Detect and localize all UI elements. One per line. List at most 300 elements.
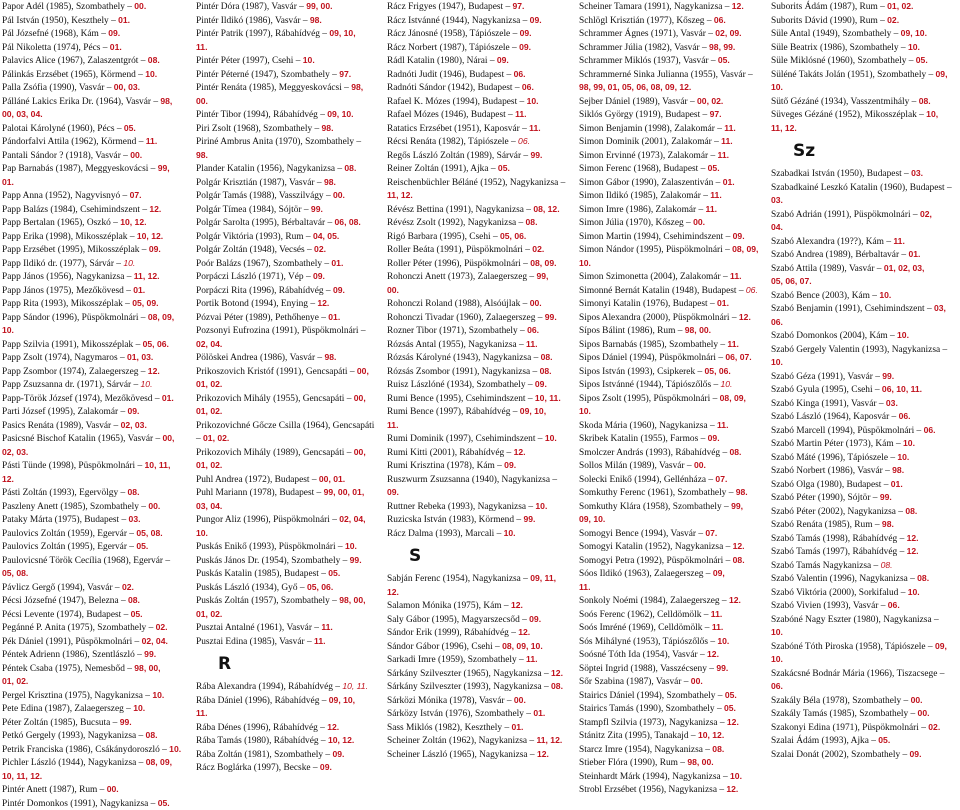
index-entry	[579, 675, 765, 689]
entry-name: Szalai Ádám (1993), Ajka –	[771, 736, 878, 746]
entry-name: Süle Miklósné (1960), Szombathely –	[771, 56, 916, 66]
index-entry	[2, 378, 188, 392]
entry-name: Simon Nándor (1995), Püspökmolnári –	[579, 245, 732, 255]
index-entry	[579, 176, 765, 190]
entry-year-refs: 10.	[771, 627, 783, 637]
entry-name: Rácz Istvánné (1944), Nagykanizsa –	[387, 16, 530, 26]
index-entry	[771, 316, 957, 330]
entry-year-refs: 06.	[771, 317, 783, 327]
entry-year-refs: 08.	[128, 487, 140, 497]
entry-year-refs: 98.	[882, 519, 894, 529]
entry-name: Prikoszovich Kristóf (1991), Gencsapáti –	[196, 367, 357, 377]
entry-name: Stampfl Szilvia (1973), Nagykanizsa –	[579, 718, 727, 728]
entry-name: Simon Ildikó (1985), Zalakomár –	[579, 191, 710, 201]
entry-year-refs: 09,	[713, 568, 725, 578]
entry-name: Pintér Péter (1997), Csehi –	[196, 56, 303, 66]
index-entry	[579, 297, 765, 311]
index-entry	[579, 284, 765, 298]
entry-name: –	[196, 434, 203, 444]
index-entry	[579, 149, 765, 163]
index-entry	[579, 311, 765, 325]
entry-name: Solecki Enikő (1994), Gellénháza –	[579, 475, 715, 485]
entry-year-refs: 05.	[878, 735, 890, 745]
index-entry	[579, 756, 765, 770]
index-entry	[196, 149, 382, 163]
index-entry	[771, 122, 957, 136]
entry-year-refs: 10.	[123, 258, 135, 268]
entry-name: Sabján Ferenc (1954), Nagykanizsa –	[387, 574, 530, 584]
index-entry	[771, 424, 957, 438]
index-entry	[196, 527, 382, 541]
index-entry	[196, 500, 382, 514]
entry-year-refs: 08, 09,	[148, 312, 174, 322]
entry-year-refs: 10, 11, 12.	[2, 771, 42, 781]
index-entry	[196, 351, 382, 365]
entry-year-refs: 00.	[694, 460, 706, 470]
index-entry	[2, 27, 188, 41]
index-entry	[771, 275, 957, 289]
index-entry	[771, 343, 957, 357]
entry-year-refs: 05.	[124, 123, 136, 133]
entry-name: Sándor Gábor (1996), Csehi –	[387, 642, 502, 652]
entry-year-refs: 05.	[136, 541, 148, 551]
entry-year-refs: 11, 12.	[134, 271, 160, 281]
index-entry	[771, 95, 957, 109]
index-entry	[2, 324, 188, 338]
entry-name: Simon Ervinné (1973), Zalakomár –	[579, 151, 718, 161]
entry-name: Starcz Imre (1954), Nagykanizsa –	[579, 745, 712, 755]
entry-year-refs: 01, 02.	[887, 1, 913, 11]
entry-name: Pásti Tünde (1998), Püspökmolnári –	[2, 461, 145, 471]
entry-name: Szabó Adrián (1991), Püspökmolnári –	[771, 210, 920, 220]
index-entry	[579, 338, 765, 352]
index-entry	[196, 243, 382, 257]
index-entry	[2, 230, 188, 244]
index-entry	[387, 122, 573, 136]
index-entry	[771, 208, 957, 222]
index-entry	[771, 721, 957, 735]
entry-year-refs: 08.	[730, 447, 742, 457]
entry-name: Sipos Dániel (1994), Püspökmolnári –	[579, 353, 725, 363]
entry-name: Palla Zsófia (1990), Vasvár –	[2, 83, 114, 93]
entry-year-refs: 09.	[733, 231, 745, 241]
index-entry	[387, 324, 573, 338]
entry-name: Rumi Dominik (1997), Csehimindszent –	[387, 434, 545, 444]
entry-name: Süle Beatrix (1986), Szombathely –	[771, 43, 908, 53]
index-entry	[2, 689, 188, 703]
entry-year-refs: 12.	[327, 722, 339, 732]
index-entry	[579, 108, 765, 122]
index-entry	[387, 0, 573, 14]
entry-year-refs: 11.	[712, 622, 723, 632]
entry-name: Pap Barnabás (1987), Meggyeskovácsi –	[2, 164, 158, 174]
entry-name: Skoda Mária (1960), Nagykanizsa –	[579, 421, 717, 431]
entry-year-refs: 08.	[881, 560, 893, 570]
entry-name: Pécsi Levente (1974), Budapest –	[2, 610, 131, 620]
entry-year-refs: 12.	[518, 627, 530, 637]
entry-name: Somogyi Bence (1994), Vasvár –	[579, 529, 705, 539]
index-entry	[579, 432, 765, 446]
index-entry	[2, 702, 188, 716]
index-entry	[196, 608, 382, 622]
index-entry	[196, 297, 382, 311]
entry-year-refs: 08.	[712, 744, 724, 754]
index-column-1	[2, 0, 188, 810]
entry-year-refs: 09.	[333, 285, 345, 295]
index-entry	[196, 95, 382, 109]
entry-year-refs: 09, 11,	[530, 573, 556, 583]
index-entry	[196, 581, 382, 595]
entry-name: Papp János (1975), Mezőkövesd –	[2, 286, 133, 296]
entry-year-refs: 08, 09.	[530, 258, 556, 268]
index-entry	[579, 446, 765, 460]
index-entry	[2, 203, 188, 217]
index-entry	[771, 329, 957, 343]
entry-name: Papp Balázs (1984), Csehimindszent –	[2, 205, 149, 215]
entry-name: Stairics Tamás (1990), Szombathely –	[579, 704, 724, 714]
entry-name: Rába Tamás (1980), Rábahídvég –	[196, 736, 328, 746]
entry-year-refs: 01.	[110, 42, 122, 52]
entry-year-refs: 11.	[387, 420, 398, 430]
index-entry	[196, 707, 382, 721]
entry-name: Palavics Alice (1967), Zalaszentgrót –	[2, 56, 148, 66]
index-entry	[196, 694, 382, 708]
index-entry	[387, 653, 573, 667]
entry-name: Ruzicska István (1983), Körmend –	[387, 515, 523, 525]
entry-name: Sipos Barnabás (1985), Szombathely –	[579, 340, 727, 350]
index-entry	[771, 68, 957, 82]
index-entry	[196, 365, 382, 379]
entry-name: Récsi Renáta (1982), Tápiószele –	[387, 137, 518, 147]
index-entry	[2, 95, 188, 109]
entry-year-refs: 99.	[523, 514, 535, 524]
entry-year-refs: 09.	[520, 28, 532, 38]
index-entry	[196, 122, 382, 136]
entry-name: Rádl Katalin (1980), Nárai –	[387, 56, 497, 66]
entry-year-refs: 09.	[149, 244, 161, 254]
entry-year-refs: 11, 12.	[387, 190, 413, 200]
index-entry	[387, 613, 573, 627]
entry-year-refs: 10.	[504, 528, 516, 538]
entry-year-refs: 12.	[387, 587, 399, 597]
entry-year-refs: 08.	[148, 55, 160, 65]
index-entry	[579, 365, 765, 379]
index-entry	[387, 513, 573, 527]
index-entry	[387, 405, 573, 419]
entry-year-refs: 00,	[354, 447, 366, 457]
entry-name: Pasics Renáta (1989), Vasvár –	[2, 421, 121, 431]
entry-name: Rumi Bence (1997), Rábahídvég –	[387, 407, 520, 417]
entry-name: Sass Miklós (1982), Keszthely –	[387, 723, 511, 733]
entry-name: Roller Péter (1996), Püspökmolnári –	[387, 259, 530, 269]
entry-name: Szabó Alexandra (19??), Kám –	[771, 237, 893, 247]
index-entry	[771, 545, 957, 559]
entry-name: Szalai Donát (2002), Szombathely –	[771, 750, 910, 760]
index-entry	[387, 162, 573, 176]
index-entry	[2, 176, 188, 190]
entry-year-refs: 08.	[526, 217, 538, 227]
entry-year-refs: 09, 10.	[327, 109, 353, 119]
index-entry	[196, 734, 382, 748]
index-entry	[387, 527, 573, 541]
entry-year-refs: 07.	[705, 528, 717, 538]
index-entry	[196, 392, 382, 406]
entry-name: Roller Beáta (1991), Püspökmolnári –	[387, 245, 532, 255]
entry-name: Sipos István (1993), Csipkerek –	[579, 367, 705, 377]
entry-name: Polgár Zoltán (1948), Vecsés –	[196, 245, 314, 255]
entry-year-refs: 09, 10.	[579, 514, 605, 524]
entry-name: Stairics Dániel (1994), Szombathely –	[579, 691, 725, 701]
entry-name: Papp Bertalan (1965), Oszkó –	[2, 218, 120, 228]
entry-name: Pándorfalvi Attila (1962), Körmend –	[2, 137, 146, 147]
index-entry	[2, 648, 188, 662]
entry-year-refs: 12.	[317, 298, 329, 308]
entry-name: Polgár Krisztián (1987), Vasvár –	[196, 178, 324, 188]
entry-year-refs: 00.	[691, 676, 703, 686]
index-entry	[196, 621, 382, 635]
entry-name: Simon Gábor (1990), Zalaszentiván –	[579, 178, 723, 188]
entry-name: Papp Ildikó dr. (1977), Sárvár –	[2, 259, 123, 269]
entry-year-refs: 03.	[886, 398, 898, 408]
entry-name: Sárkány Szilveszter (1965), Nagykanizsa –	[387, 669, 551, 679]
entry-year-refs: 10, 12.	[328, 735, 354, 745]
index-column-3	[387, 0, 573, 761]
index-entry	[196, 27, 382, 41]
entry-year-refs: 02, 03.	[121, 420, 147, 430]
index-entry	[771, 707, 957, 721]
entry-year-refs: 08, 09,	[146, 757, 172, 767]
entry-name: Rába Alexandra (1994), Rábahídvég –	[196, 682, 342, 692]
entry-year-refs: 07.	[130, 190, 142, 200]
entry-name: Pózvai Péter (1989), Pethőhenye –	[196, 313, 328, 323]
section-letter-heading: R	[196, 648, 382, 680]
entry-year-refs: 10.	[579, 406, 591, 416]
entry-year-refs: 98.	[196, 150, 208, 160]
index-entry	[2, 405, 188, 419]
entry-name: Simon Imre (1986), Zalakomár –	[579, 205, 706, 215]
index-entry	[579, 783, 765, 797]
entry-year-refs: 05.	[158, 798, 170, 808]
index-entry	[387, 446, 573, 460]
index-entry	[771, 451, 957, 465]
entry-year-refs: 12.	[733, 541, 745, 551]
entry-name: Rába Dániel (1996), Rábahídvég –	[196, 696, 329, 706]
index-entry	[579, 621, 765, 635]
entry-year-refs: 10.	[535, 501, 547, 511]
index-entry	[196, 446, 382, 460]
entry-name: Süle Antal (1949), Szombathely –	[771, 29, 901, 39]
entry-name: Pintér Anett (1987), Rum –	[2, 785, 107, 795]
index-entry	[771, 694, 957, 708]
entry-name: Szabó Norbert (1986), Vasvár –	[771, 466, 892, 476]
entry-year-refs: 06, 10, 11.	[882, 384, 922, 394]
entry-year-refs: 12.	[514, 447, 526, 457]
entry-name: Puhl Mariann (1978), Budapest –	[196, 488, 324, 498]
index-entry	[771, 518, 957, 532]
index-entry	[771, 505, 957, 519]
entry-year-refs: 12.	[726, 784, 738, 794]
entry-name: Szabó Tamás (1997), Rábahídvég –	[771, 547, 907, 557]
entry-year-refs: 03, 04.	[196, 501, 222, 511]
entry-name: Sárközy István (1976), Szombathely –	[387, 709, 533, 719]
index-entry	[196, 540, 382, 554]
entry-year-refs: 09,	[936, 69, 948, 79]
entry-name: Reischenbüchler Béláné (1952), Nagykanizsa –	[387, 178, 565, 188]
entry-name: Szabó Martin Péter (1973), Kám –	[771, 439, 903, 449]
index-entry	[579, 648, 765, 662]
entry-year-refs: 08, 09, 10.	[502, 641, 543, 651]
index-entry	[196, 748, 382, 762]
entry-name: Sollos Milán (1989), Vasvár –	[579, 461, 694, 471]
index-entry	[579, 770, 765, 784]
entry-name: Sejber Dániel (1989), Vasvár –	[579, 97, 697, 107]
index-entry	[771, 356, 957, 370]
index-entry	[771, 640, 957, 654]
entry-year-refs: 12.	[511, 600, 523, 610]
entry-year-refs: 10.	[2, 325, 14, 335]
entry-year-refs: 02, 09.	[715, 28, 741, 38]
index-entry	[771, 248, 957, 262]
index-entry	[387, 392, 573, 406]
index-entry	[387, 486, 573, 500]
entry-name: Sipos Zsolt (1995), Püspökmolnári –	[579, 394, 720, 404]
entry-year-refs: 06, 07.	[725, 352, 751, 362]
index-entry	[196, 432, 382, 446]
entry-name: Pichler László (1944), Nagykanizsa –	[2, 758, 146, 768]
entry-year-refs: 05, 06.	[307, 582, 333, 592]
entry-name: Sárkány Szilveszter (1993), Nagykanizsa –	[387, 682, 551, 692]
entry-year-refs: 10, 11,	[145, 460, 171, 470]
index-entry	[579, 54, 765, 68]
entry-name: Pintér Tibor (1994), Rábahídvég –	[196, 110, 327, 120]
index-entry	[579, 554, 765, 568]
entry-year-refs: 02, 03.	[2, 447, 28, 457]
entry-year-refs: 01, 02.	[196, 406, 222, 416]
index-entry	[579, 702, 765, 716]
entry-year-refs: 08, 09,	[720, 393, 746, 403]
index-entry	[579, 716, 765, 730]
entry-name: Ruisz Lászlóné (1934), Szombathely –	[387, 380, 535, 390]
entry-name: Papp Erzsébet (1995), Mikosszéplak –	[2, 245, 149, 255]
entry-name: Piri Zsolt (1968), Szombathely –	[196, 124, 322, 134]
index-entry	[2, 338, 188, 352]
entry-name: Radnóti Judit (1946), Budapest –	[387, 70, 514, 80]
index-entry	[579, 162, 765, 176]
entry-year-refs: 98,	[160, 96, 172, 106]
entry-name: Rózsás Antal (1955), Nagykanizsa –	[387, 340, 526, 350]
index-entry	[196, 189, 382, 203]
index-entry	[387, 748, 573, 762]
entry-name: Petrik Franciska (1986), Csákánydoroszló –	[2, 745, 169, 755]
entry-name: Petkó Gergely (1993), Nagykanizsa –	[2, 731, 146, 741]
entry-year-refs: 09.	[497, 55, 509, 65]
entry-name: Papor Adél (1985), Szombathely –	[2, 2, 134, 12]
entry-year-refs: 01, 02.	[196, 379, 222, 389]
index-entry	[2, 486, 188, 500]
entry-year-refs: 99.	[350, 555, 362, 565]
entry-name: Papp-Török József (1974), Mezőkövesd –	[2, 394, 162, 404]
index-entry	[579, 405, 765, 419]
index-entry	[771, 410, 957, 424]
entry-year-refs: 98.	[310, 15, 322, 25]
entry-name: Pintér Dóra (1987), Vasvár –	[196, 2, 306, 12]
index-entry	[771, 599, 957, 613]
index-entry	[771, 167, 957, 181]
index-entry	[387, 95, 573, 109]
entry-name: Steinhardt Márk (1994), Nagykanizsa –	[579, 772, 730, 782]
entry-year-refs: 02.	[156, 622, 168, 632]
entry-name: Parti József (1995), Zalakomár –	[2, 407, 127, 417]
entry-name: Szabadkainé Leszkó Katalin (1960), Budapest –	[771, 183, 952, 193]
entry-year-refs: 02, 04.	[196, 339, 222, 349]
entry-year-refs: 01.	[511, 722, 523, 732]
entry-name: Sonkoly Noémi (1984), Zalaegerszeg –	[579, 596, 729, 606]
entry-year-refs: 99.	[530, 150, 542, 160]
entry-year-refs: 12.	[149, 204, 161, 214]
entry-name: Szakály Tamás (1985), Szombathely –	[771, 709, 918, 719]
entry-year-refs: 10.	[903, 438, 915, 448]
entry-year-refs: 12.	[729, 595, 741, 605]
index-column-4	[579, 0, 765, 797]
entry-year-refs: 10.	[771, 654, 783, 664]
index-entry	[387, 243, 573, 257]
entry-name: Szabó Máté (1996), Tápiószele –	[771, 453, 897, 463]
entry-year-refs: 10.	[527, 96, 539, 106]
entry-year-refs: 00.	[134, 1, 146, 11]
entry-year-refs: 09.	[108, 28, 120, 38]
entry-year-refs: 08.	[540, 366, 552, 376]
entry-year-refs: 09.	[313, 271, 325, 281]
entry-year-refs: 11.	[727, 339, 738, 349]
entry-year-refs: 99,	[731, 501, 743, 511]
index-entry	[2, 122, 188, 136]
entry-year-refs: 98.	[324, 177, 336, 187]
index-entry	[771, 613, 957, 627]
entry-year-refs: 06.	[771, 681, 783, 691]
entry-year-refs: 08.	[905, 506, 917, 516]
entry-year-refs: 99.	[716, 663, 728, 673]
entry-name: Sarkadi Imre (1959), Szombathely –	[387, 655, 526, 665]
index-entry	[579, 41, 765, 55]
entry-year-refs: 06.	[899, 411, 911, 421]
index-entry	[2, 621, 188, 635]
entry-name: Smolczer András (1993), Rábahídvég –	[579, 448, 730, 458]
entry-name: Süveges Gézáné (1952), Mikosszéplak –	[771, 110, 926, 120]
entry-year-refs: 01.	[891, 479, 903, 489]
entry-name: Szabóné Nagy Eszter (1980), Nagykanizsa –	[771, 615, 939, 625]
entry-year-refs: 05.	[131, 609, 143, 619]
entry-year-refs: 06.	[527, 325, 539, 335]
entry-year-refs: 02, 04.	[142, 636, 168, 646]
entry-name: Szakonyi Edina (1971), Püspökmolnári –	[771, 723, 928, 733]
entry-name: Pál István (1950), Keszthely –	[2, 16, 118, 26]
index-entry	[2, 567, 188, 581]
entry-name: Pungor Aliz (1996), Püspökmolnári –	[196, 515, 339, 525]
index-entry	[771, 194, 957, 208]
entry-name: Schrammerné Sinka Julianna (1955), Vasvár –	[579, 70, 753, 80]
entry-name: Rózsás Zsombor (1991), Nagykanizsa –	[387, 367, 540, 377]
index-entry	[387, 419, 573, 433]
entry-name: Puhl Andrea (1972), Budapest –	[196, 475, 319, 485]
index-entry	[196, 338, 382, 352]
entry-year-refs: 11.	[718, 150, 729, 160]
index-entry	[196, 513, 382, 527]
entry-year-refs: 11.	[196, 708, 207, 718]
index-entry	[196, 162, 382, 176]
index-entry	[196, 473, 382, 487]
entry-year-refs: 07.	[715, 474, 727, 484]
entry-year-refs: 01.	[118, 15, 130, 25]
